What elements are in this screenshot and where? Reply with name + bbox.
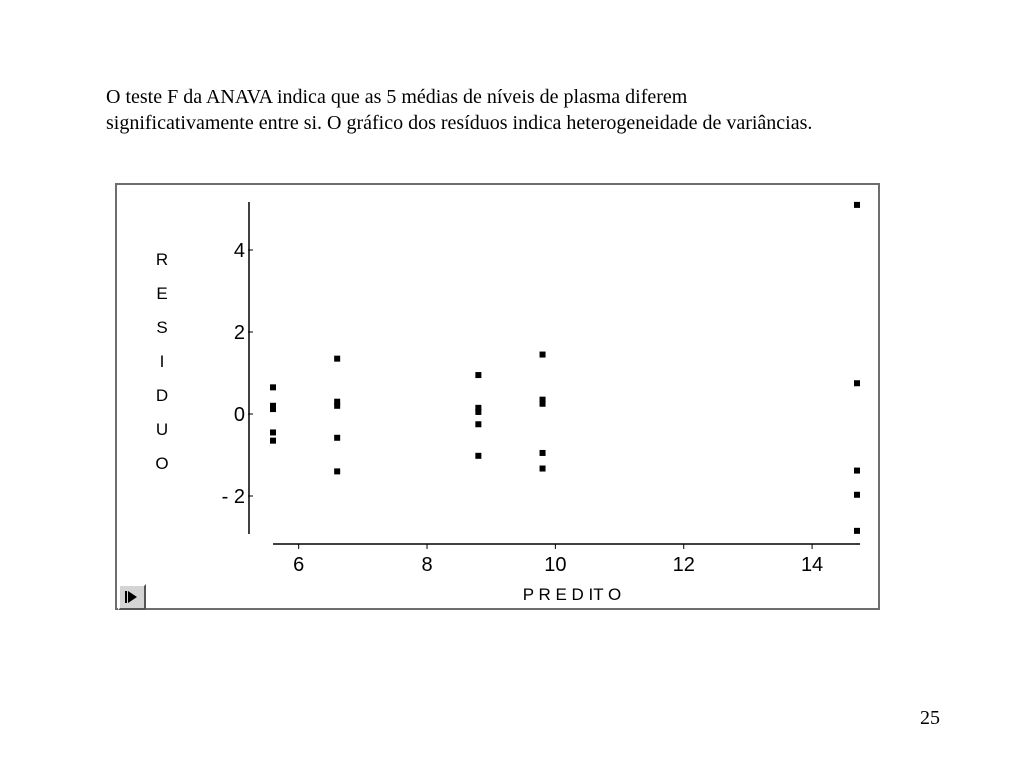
x-tick-label: 10 <box>544 554 567 576</box>
y-axis-label-letter: E <box>156 284 168 303</box>
y-tick-label: 4 <box>233 240 245 262</box>
data-point <box>540 466 546 472</box>
y-tick-label: 2 <box>233 322 245 344</box>
data-point <box>475 372 481 378</box>
data-point <box>854 202 860 208</box>
data-point <box>854 468 860 474</box>
data-point <box>475 421 481 427</box>
data-point <box>270 429 276 435</box>
play-icon <box>128 591 137 603</box>
caption-line-2: significativamente entre si. O gráfico dos resíduos indica heterogeneidade de variâncias. <box>106 112 813 134</box>
data-point <box>475 409 481 415</box>
y-axis-label <box>150 250 174 488</box>
data-point <box>334 403 340 409</box>
data-point <box>854 492 860 498</box>
y-tick-label: - 2 <box>221 486 245 508</box>
data-point <box>540 450 546 456</box>
data-point <box>854 528 860 534</box>
data-point <box>334 468 340 474</box>
x-tick-label: 8 <box>421 554 433 576</box>
data-point <box>334 356 340 362</box>
data-point <box>270 406 276 412</box>
play-button[interactable] <box>118 584 146 610</box>
page-number: 25 <box>920 707 940 729</box>
data-point <box>270 384 276 390</box>
y-axis-label-letter: U <box>155 420 169 439</box>
y-axis-label-letter: D <box>155 386 169 405</box>
data-point <box>475 453 481 459</box>
y-axis-label-letter: O <box>155 454 169 473</box>
y-tick-label: 0 <box>233 404 245 426</box>
slide-caption <box>106 84 966 136</box>
x-axis-label: P R E D IT O <box>522 585 622 604</box>
data-point <box>854 380 860 386</box>
x-tick-label: 6 <box>293 554 305 576</box>
y-axis-label-letter: S <box>156 318 168 337</box>
data-point <box>270 438 276 444</box>
x-tick-label: 12 <box>672 554 695 576</box>
residual-scatter-plot <box>117 185 882 612</box>
data-point <box>334 435 340 441</box>
data-point <box>540 352 546 358</box>
x-tick-label: 14 <box>800 554 824 576</box>
y-axis-label-letter: R <box>155 250 169 269</box>
caption-line-1: O teste F da ANAVA indica que as 5 médias de níveis de plasma diferem <box>106 86 688 108</box>
play-icon-bar <box>125 591 127 603</box>
chart-frame <box>115 183 880 610</box>
data-point <box>540 401 546 407</box>
y-axis-label-letter: I <box>159 352 165 371</box>
